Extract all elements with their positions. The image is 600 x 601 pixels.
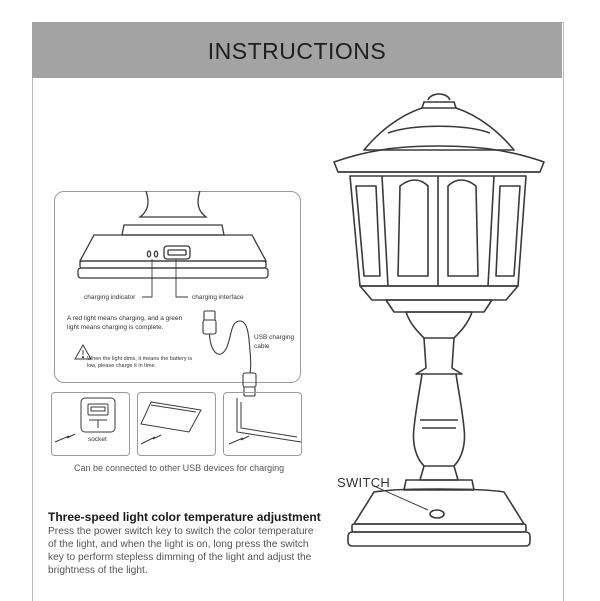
charging-indicator-label: charging indicator: [84, 294, 136, 301]
warning-note: When the light dims, it means the battery is low, please charge it in time.: [87, 356, 193, 370]
adjustment-heading: Three-speed light color temperature adjustment: [48, 510, 321, 524]
street-lamp-illustration: [328, 88, 558, 568]
charging-interface-label: charging interface: [192, 294, 244, 301]
devices-caption: Can be connected to other USB devices for charging: [74, 463, 285, 473]
adjustment-body: Press the power switch key to switch the color temperature of the light, and when the light is on, long press the switch key to perform stepless dimming of the light and adjust the brightness of the light.: [48, 526, 314, 577]
socket-label: socket: [88, 436, 107, 443]
switch-button-icon: [430, 510, 444, 518]
lamp-base-closeup: [54, 191, 299, 381]
header-banner: [32, 22, 562, 78]
usb-cable-label: USB charging cable: [254, 334, 295, 350]
indicator-note: A red light means charging, and a green light means charging is complete.: [67, 315, 183, 331]
page-title: INSTRUCTIONS: [207, 38, 387, 64]
switch-label: SWITCH: [337, 475, 391, 490]
